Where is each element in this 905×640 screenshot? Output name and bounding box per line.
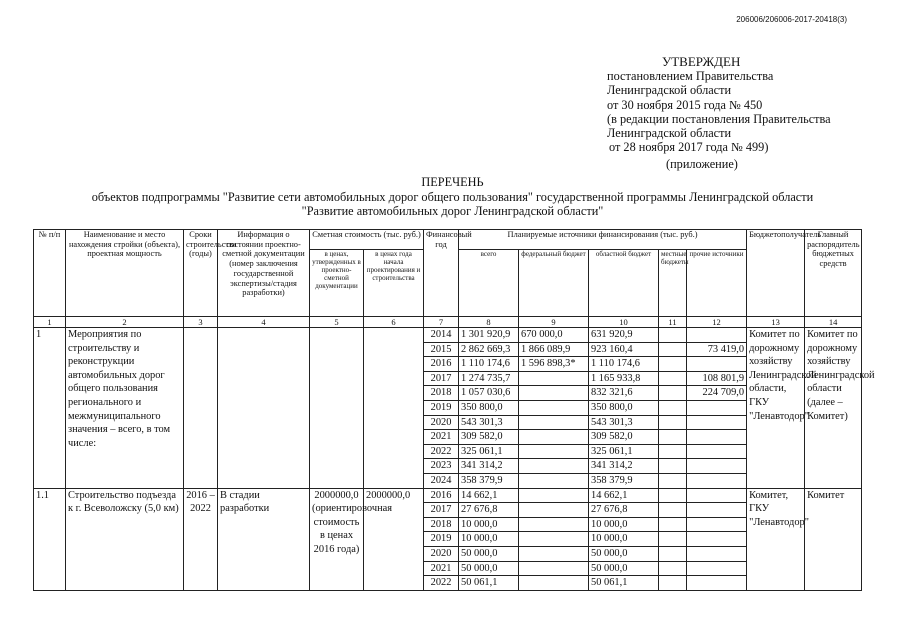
fin-year: 2016: [424, 488, 459, 503]
cost-a-cell: 2000000,0 (ориентировочная стоимость в ценах 2016 года): [310, 488, 364, 590]
regional-cell: 10 000,0: [589, 532, 659, 547]
federal-cell: [519, 576, 589, 591]
regional-cell: 50 000,0: [589, 561, 659, 576]
total-cell: 543 301,3: [459, 415, 519, 430]
header-cost-b: в ценах года начала проектирования и строительства: [364, 250, 424, 317]
other-cell: [687, 488, 747, 503]
recipient-cell: Комитет, ГКУ "Ленавтодор": [747, 488, 805, 590]
other-cell: [687, 473, 747, 488]
header-info: Информация о состоянии проектно-сметной документации (номер заключения государственной экспертизы/стадия разработки): [218, 230, 310, 317]
fin-year: 2017: [424, 371, 459, 386]
total-cell: 50 061,1: [459, 576, 519, 591]
row-number: 1.1: [34, 488, 66, 590]
local-cell: [659, 517, 687, 532]
other-cell: [687, 517, 747, 532]
fin-year: 2020: [424, 415, 459, 430]
approved-line: от 30 ноября 2015 года № 450: [607, 97, 763, 112]
other-cell: [687, 415, 747, 430]
other-cell: 108 801,9: [687, 371, 747, 386]
header-other: прочие источники: [687, 250, 747, 317]
total-cell: 2 862 669,3: [459, 342, 519, 357]
regional-cell: 50 061,1: [589, 576, 659, 591]
local-cell: [659, 503, 687, 518]
fin-year: 2019: [424, 400, 459, 415]
fin-year: 2014: [424, 328, 459, 343]
local-cell: [659, 532, 687, 547]
header-terms: Сроки строительства (годы): [184, 230, 218, 317]
terms-cell: 2016 – 2022: [184, 488, 218, 590]
approved-line: постановлением Правительства: [607, 69, 774, 84]
cost-b-cell: 2000000,0: [364, 488, 424, 590]
total-cell: 1 110 174,6: [459, 357, 519, 372]
regional-cell: 1 110 174,6: [589, 357, 659, 372]
header-cost: Сметная стоимость (тыс. руб.): [310, 230, 424, 250]
title-line-1: ПЕРЕЧЕНЬ: [421, 175, 484, 189]
local-cell: [659, 473, 687, 488]
total-cell: 10 000,0: [459, 532, 519, 547]
total-cell: 1 274 735,7: [459, 371, 519, 386]
approved-title: УТВЕРЖДЕН: [662, 54, 741, 69]
other-cell: 224 709,0: [687, 386, 747, 401]
approved-line: Ленинградской области: [607, 83, 732, 98]
other-cell: [687, 444, 747, 459]
regional-cell: 358 379,9: [589, 473, 659, 488]
title-line-3: "Развитие автомобильных дорог Ленинградской области": [301, 204, 604, 218]
federal-cell: [519, 503, 589, 518]
fin-year: 2022: [424, 444, 459, 459]
total-cell: 309 582,0: [459, 430, 519, 445]
regional-cell: 309 582,0: [589, 430, 659, 445]
approval-stamp: [607, 55, 831, 154]
objects-table: [33, 229, 875, 591]
federal-cell: [519, 473, 589, 488]
federal-cell: [519, 532, 589, 547]
terms-cell: [184, 328, 218, 489]
local-cell: [659, 561, 687, 576]
other-cell: [687, 576, 747, 591]
fin-year: 2015: [424, 342, 459, 357]
header-total: всего: [459, 250, 519, 317]
approved-line: от 28 ноября 2017 года № 499): [609, 140, 769, 155]
federal-cell: [519, 488, 589, 503]
total-cell: 350 800,0: [459, 400, 519, 415]
document-id: 206006/206006-2017-20418(3): [736, 15, 847, 24]
recipient-cell: Комитет по дорожному хозяйству Ленинградской области, ГКУ "Ленавтодор": [747, 328, 805, 489]
fin-year: 2021: [424, 561, 459, 576]
local-cell: [659, 444, 687, 459]
total-cell: 1 301 920,9: [459, 328, 519, 343]
title-line-2: объектов подпрограммы "Развитие сети автомобильных дорог общего пользования" государственной программы Ленинградской области: [91, 189, 814, 204]
fin-year: 2016: [424, 357, 459, 372]
fin-year: 2018: [424, 386, 459, 401]
header-n: № п/п: [34, 230, 66, 317]
approved-line: Ленинградской области: [607, 126, 732, 141]
total-cell: 14 662,1: [459, 488, 519, 503]
section-1: [34, 328, 875, 489]
object-name: Мероприятия по строительству и реконструкции автомобильных дорог общего пользования регионального и межмуниципального значения – всего, в том числе:: [66, 328, 184, 489]
total-cell: 325 061,1: [459, 444, 519, 459]
header-regional: областной бюджет: [589, 250, 659, 317]
other-cell: [687, 357, 747, 372]
other-cell: [687, 546, 747, 561]
other-cell: [687, 430, 747, 445]
regional-cell: 923 160,4: [589, 342, 659, 357]
other-cell: [687, 532, 747, 547]
col-number: 7: [424, 317, 459, 328]
other-cell: [687, 400, 747, 415]
col-number: 5: [310, 317, 364, 328]
regional-cell: 50 000,0: [589, 546, 659, 561]
other-cell: [687, 328, 747, 343]
info-cell: В стадии разработки: [218, 488, 310, 590]
header-name: Наименование и место нахождения стройки (объекта), проектная мощность: [66, 230, 184, 317]
federal-cell: [519, 459, 589, 474]
federal-cell: [519, 517, 589, 532]
table-row: [34, 488, 862, 503]
regional-cell: 832 321,6: [589, 386, 659, 401]
fin-year: 2021: [424, 430, 459, 445]
col-number: 8: [459, 317, 519, 328]
local-cell: [659, 546, 687, 561]
approved-line: (в редакции постановления Правительства: [607, 111, 831, 126]
col-number: 6: [364, 317, 424, 328]
regional-cell: 543 301,3: [589, 415, 659, 430]
fin-year: 2018: [424, 517, 459, 532]
regional-cell: 27 676,8: [589, 503, 659, 518]
fin-year: 2019: [424, 532, 459, 547]
cost-b-cell: [364, 328, 424, 489]
regional-cell: 631 920,9: [589, 328, 659, 343]
col-number: 1: [34, 317, 66, 328]
col-number: 14: [805, 317, 862, 328]
local-cell: [659, 342, 687, 357]
federal-cell: [519, 444, 589, 459]
local-cell: [659, 371, 687, 386]
total-cell: 10 000,0: [459, 517, 519, 532]
total-cell: 50 000,0: [459, 546, 519, 561]
section-1-1: [34, 488, 862, 590]
local-cell: [659, 576, 687, 591]
header-recipient: Бюджетополучатель: [747, 230, 805, 317]
total-cell: 27 676,8: [459, 503, 519, 518]
header-federal: федеральный бюджет: [519, 250, 589, 317]
local-cell: [659, 488, 687, 503]
regional-cell: 14 662,1: [589, 488, 659, 503]
header-cost-a: в ценах, утвержденных в проектно-сметной документации: [310, 250, 364, 317]
regional-cell: 10 000,0: [589, 517, 659, 532]
fin-year: 2023: [424, 459, 459, 474]
info-cell: [218, 328, 310, 489]
other-cell: 73 419,0: [687, 342, 747, 357]
col-number: 9: [519, 317, 589, 328]
col-number: 13: [747, 317, 805, 328]
total-cell: 341 314,2: [459, 459, 519, 474]
header-local: местные бюджеты: [659, 250, 687, 317]
total-cell: 358 379,9: [459, 473, 519, 488]
object-name: Строительство подъезда к г. Всеволожску (5,0 км): [66, 488, 184, 590]
local-cell: [659, 328, 687, 343]
local-cell: [659, 386, 687, 401]
regional-cell: 1 165 933,8: [589, 371, 659, 386]
col-number: 2: [66, 317, 184, 328]
local-cell: [659, 357, 687, 372]
document-title: [0, 175, 905, 219]
federal-cell: 670 000,0: [519, 328, 589, 343]
federal-cell: [519, 546, 589, 561]
federal-cell: [519, 430, 589, 445]
other-cell: [687, 503, 747, 518]
manager-cell: Комитет по дорожному хозяйству Ленинградской области (далее – Комитет): [805, 328, 862, 489]
regional-cell: 350 800,0: [589, 400, 659, 415]
fin-year: 2022: [424, 576, 459, 591]
local-cell: [659, 400, 687, 415]
col-number: 4: [218, 317, 310, 328]
table-row: [34, 328, 862, 343]
federal-cell: [519, 386, 589, 401]
fin-year: 2024: [424, 473, 459, 488]
header-manager: Главный распорядитель бюджетных средств: [805, 230, 862, 317]
fin-year: 2017: [424, 503, 459, 518]
regional-cell: 325 061,1: [589, 444, 659, 459]
local-cell: [659, 415, 687, 430]
federal-cell: [519, 415, 589, 430]
federal-cell: [519, 400, 589, 415]
federal-cell: [519, 371, 589, 386]
col-number: 10: [589, 317, 659, 328]
column-numbers-row: [34, 317, 862, 328]
col-number: 3: [184, 317, 218, 328]
col-number: 12: [687, 317, 747, 328]
header-row: [34, 230, 862, 250]
federal-cell: [519, 561, 589, 576]
manager-cell: Комитет: [805, 488, 862, 590]
header-plan: Планируемые источники финансирования (тыс. руб.): [459, 230, 747, 250]
header-year: Финансовый год: [424, 230, 459, 317]
total-cell: 50 000,0: [459, 561, 519, 576]
row-number: 1: [34, 328, 66, 489]
col-number: 11: [659, 317, 687, 328]
fin-year: 2020: [424, 546, 459, 561]
federal-cell: 1 596 898,3*: [519, 357, 589, 372]
appendix-label: (приложение): [666, 157, 738, 171]
other-cell: [687, 561, 747, 576]
other-cell: [687, 459, 747, 474]
federal-cell: 1 866 089,9: [519, 342, 589, 357]
local-cell: [659, 459, 687, 474]
local-cell: [659, 430, 687, 445]
regional-cell: 341 314,2: [589, 459, 659, 474]
cost-a-cell: [310, 328, 364, 489]
total-cell: 1 057 030,6: [459, 386, 519, 401]
